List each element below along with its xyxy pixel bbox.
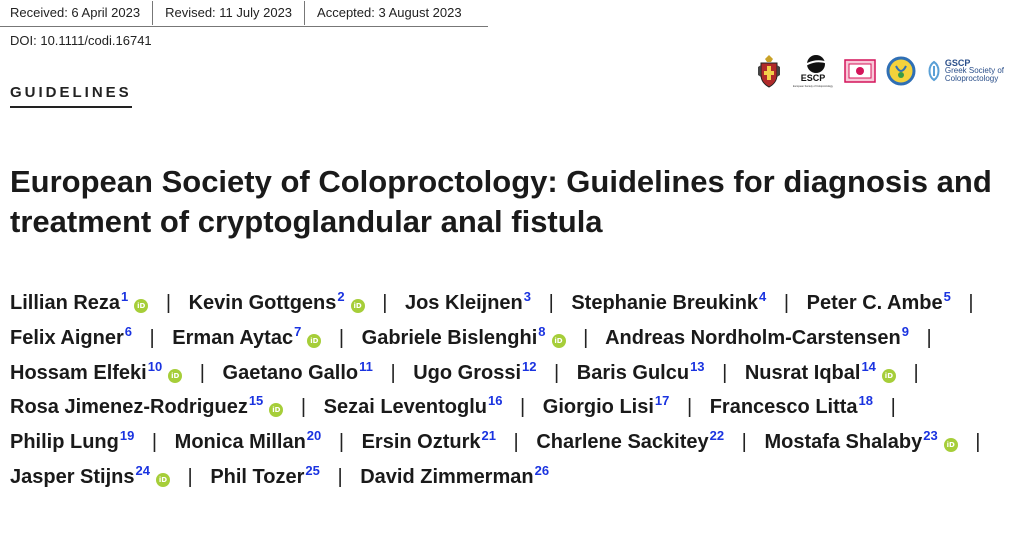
author-separator: | (741, 431, 747, 454)
author-separator: | (890, 396, 896, 419)
author-entry[interactable] (10, 358, 182, 384)
publication-dates (0, 0, 488, 27)
society-logos (756, 53, 1004, 89)
orcid-icon[interactable]: iD (134, 299, 148, 313)
coat-of-arms-logo (756, 53, 782, 89)
affiliation-number[interactable]: 19 (119, 428, 135, 444)
pink-society-logo (844, 59, 876, 83)
gscp-abbr: GSCP (944, 58, 971, 68)
doi-link[interactable]: DOI: 10.1111/codi.16741 (10, 33, 152, 48)
author-separator: | (199, 361, 205, 384)
gscp-logo (926, 59, 1004, 83)
affiliation-number[interactable]: 11 (359, 358, 373, 374)
author-name[interactable]: Charlene Sackitey (536, 431, 709, 454)
author-name[interactable]: Felix Aigner (10, 326, 124, 349)
author-separator: | (548, 292, 554, 314)
affiliation-number[interactable]: 10 (147, 358, 163, 374)
author-entry[interactable] (361, 428, 496, 454)
orcid-icon[interactable]: iD (168, 369, 182, 383)
author-entry[interactable] (571, 289, 767, 314)
author-name[interactable]: Peter C. Ambe (806, 292, 943, 314)
affiliation-number[interactable]: 26 (534, 462, 550, 478)
author-name[interactable]: Jos Kleijnen (404, 292, 523, 314)
received-date: Received: 6 April 2023 (0, 1, 153, 25)
escp-logo (792, 53, 834, 89)
affiliation-number[interactable]: 21 (481, 428, 496, 444)
author-name[interactable]: Lillian Reza (10, 292, 121, 314)
author-separator: | (975, 431, 981, 454)
author-name[interactable]: Francesco Litta (709, 396, 858, 419)
article-title: European Society of Coloproctology: Guidelines for diagnosis and treatment of cryptoglandular anal fistula (10, 164, 992, 239)
affiliation-number[interactable]: 13 (690, 358, 705, 374)
author-name[interactable]: Andreas Nordholm-Carstensen (605, 326, 901, 349)
orcid-icon[interactable]: iD (307, 334, 321, 348)
author-name[interactable]: Gabriele Bislenghi (361, 326, 538, 349)
author-separator: | (151, 431, 158, 454)
author-name[interactable]: Philip Lung (10, 431, 119, 454)
affiliation-number[interactable]: 15 (248, 393, 264, 409)
author-name[interactable]: Mostafa Shalaby (764, 431, 923, 454)
author-entry[interactable] (172, 323, 321, 349)
gscp-line1: Greek Society of (944, 66, 1004, 75)
author-separator: | (913, 361, 919, 384)
author-entry[interactable] (605, 323, 909, 349)
orcid-icon[interactable]: iD (552, 334, 566, 348)
author-entry[interactable] (404, 289, 531, 314)
author-entry[interactable] (323, 393, 503, 419)
author-entry[interactable] (576, 358, 705, 384)
affiliation-number[interactable]: 2 (337, 289, 345, 304)
author-list (10, 286, 1010, 495)
author-entry[interactable] (10, 289, 148, 314)
orcid-icon[interactable]: iD (156, 473, 170, 487)
gscp-emblem-icon (926, 60, 942, 82)
gscp-line2: Coloproctology (944, 74, 999, 83)
author-entry[interactable] (764, 428, 957, 454)
author-separator: | (968, 292, 974, 314)
author-entry[interactable] (10, 428, 135, 454)
author-entry[interactable] (188, 289, 365, 314)
affiliation-number[interactable]: 20 (306, 428, 322, 444)
orcid-icon[interactable]: iD (351, 299, 365, 313)
author-name[interactable]: David Zimmerman (360, 465, 534, 488)
author-entry[interactable] (542, 393, 670, 419)
author-separator: | (722, 361, 728, 384)
author-name[interactable]: Sezai Leventoglu (323, 396, 487, 419)
author-separator: | (165, 292, 172, 314)
author-name[interactable]: Ugo Grossi (413, 361, 521, 384)
affiliation-number[interactable]: 12 (522, 358, 537, 374)
author-entry[interactable] (174, 428, 322, 454)
author-name[interactable]: Nusrat Iqbal (744, 361, 861, 384)
author-entry[interactable] (744, 358, 896, 384)
author-separator: | (783, 292, 790, 314)
author-separator: | (149, 326, 155, 349)
affiliation-number[interactable]: 16 (488, 393, 503, 409)
author-name[interactable]: Erman Aytac (172, 326, 294, 349)
author-separator: | (520, 396, 526, 419)
revised-date: Revised: 11 July 2023 (153, 1, 305, 25)
orcid-icon[interactable]: iD (269, 403, 283, 417)
author-separator: | (554, 361, 560, 384)
author-entry[interactable] (536, 428, 725, 454)
author-entry[interactable] (10, 323, 132, 349)
author-entry[interactable] (709, 393, 874, 419)
author-entry[interactable] (361, 323, 566, 349)
author-entry[interactable] (360, 462, 550, 488)
orcid-icon[interactable]: iD (944, 438, 958, 452)
author-name[interactable]: Jasper Stijns (10, 465, 135, 488)
affiliation-number[interactable]: 14 (861, 358, 876, 374)
author-entry[interactable] (806, 289, 951, 314)
author-separator: | (337, 465, 343, 488)
author-separator: | (686, 396, 693, 419)
affiliation-number[interactable]: 8 (538, 323, 546, 339)
author-separator: | (926, 326, 932, 349)
author-name[interactable]: Monica Millan (174, 431, 306, 454)
author-name[interactable]: Gaetano Gallo (222, 361, 359, 384)
author-entry[interactable] (413, 358, 537, 384)
affiliation-number[interactable]: 9 (901, 323, 909, 339)
orcid-icon[interactable]: iD (882, 369, 896, 383)
affiliation-number[interactable]: 1 (121, 289, 129, 304)
affiliation-number[interactable]: 3 (523, 289, 531, 304)
author-entry[interactable] (222, 358, 373, 384)
author-entry[interactable] (210, 462, 320, 488)
author-name[interactable]: Kevin Gottgens (188, 292, 337, 314)
author-separator: | (390, 361, 396, 384)
author-name[interactable]: Baris Gulcu (576, 361, 690, 384)
affiliation-number[interactable]: 4 (759, 289, 767, 304)
author-name[interactable]: Stephanie Breukink (571, 292, 759, 314)
author-name[interactable]: Rosa Jimenez-Rodriguez (10, 396, 248, 419)
author-name[interactable]: Hossam Elfeki (10, 361, 147, 384)
author-separator: | (300, 396, 307, 419)
author-entry[interactable] (10, 462, 170, 488)
author-name[interactable]: Giorgio Lisi (542, 396, 654, 419)
author-name[interactable]: Phil Tozer (210, 465, 305, 488)
round-emblem-logo (886, 56, 916, 86)
escp-logo-label: ESCP (800, 73, 826, 83)
author-name[interactable]: Ersin Ozturk (361, 431, 481, 454)
author-separator: | (583, 326, 589, 349)
author-separator: | (338, 431, 345, 454)
accepted-date: Accepted: 3 August 2023 (317, 5, 462, 20)
author-separator: | (187, 465, 193, 488)
escp-logo-subtitle: European Society of Coloproctology (792, 85, 833, 88)
author-separator: | (338, 326, 345, 349)
affiliation-number[interactable]: 25 (305, 462, 320, 478)
author-separator: | (513, 431, 519, 454)
affiliation-number[interactable]: 23 (923, 428, 938, 444)
affiliation-number[interactable]: 22 (709, 428, 725, 444)
section-label: GUIDELINES (10, 84, 132, 108)
affiliation-number[interactable]: 5 (943, 289, 951, 304)
affiliation-number[interactable]: 24 (135, 462, 150, 478)
affiliation-number[interactable]: 18 (858, 393, 874, 409)
affiliation-number[interactable]: 7 (294, 323, 302, 339)
author-separator: | (382, 292, 388, 314)
affiliation-number[interactable]: 17 (654, 393, 670, 409)
author-entry[interactable] (10, 393, 283, 419)
affiliation-number[interactable]: 6 (124, 323, 132, 339)
